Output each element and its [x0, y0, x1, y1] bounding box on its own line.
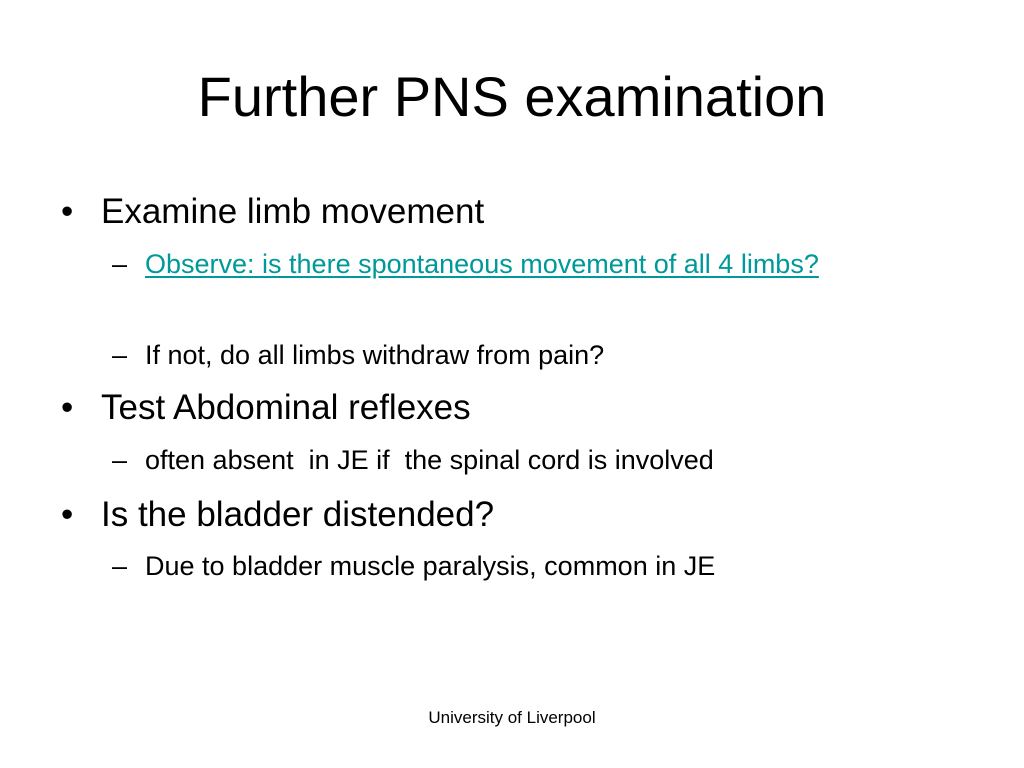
slide-title: Further PNS examination	[197, 65, 827, 128]
subbullet-item	[112, 244, 912, 284]
subbullet-item	[112, 546, 912, 586]
subbullet-text: often absent in JE if the spinal cord is involved	[145, 445, 714, 475]
subbullet-text	[145, 244, 912, 284]
subbullet-text: If not, do all limbs withdraw from pain?	[145, 340, 605, 370]
subbullet-dash: –	[112, 445, 128, 475]
slide-footer: University of Liverpool	[428, 708, 596, 727]
subbullet-dash: –	[112, 249, 128, 279]
bullet-glyph: •	[61, 388, 74, 427]
subbullet-dash: –	[112, 551, 128, 581]
bullet-glyph: •	[61, 495, 74, 534]
bullet-glyph: •	[61, 192, 74, 231]
bullet-text: Test Abdominal reflexes	[101, 388, 471, 427]
bullet-text: Examine limb movement	[101, 192, 485, 231]
subbullet-item	[112, 335, 912, 375]
subbullet-text: Due to bladder muscle paralysis, common in JE	[145, 551, 716, 581]
subbullet-item	[112, 440, 912, 480]
bullet-text: Is the bladder distended?	[101, 495, 495, 534]
subbullet-dash: –	[112, 340, 128, 370]
spontaneous-movement-link[interactable]: Observe: is there spontaneous movement of all 4 limbs?	[145, 249, 819, 279]
